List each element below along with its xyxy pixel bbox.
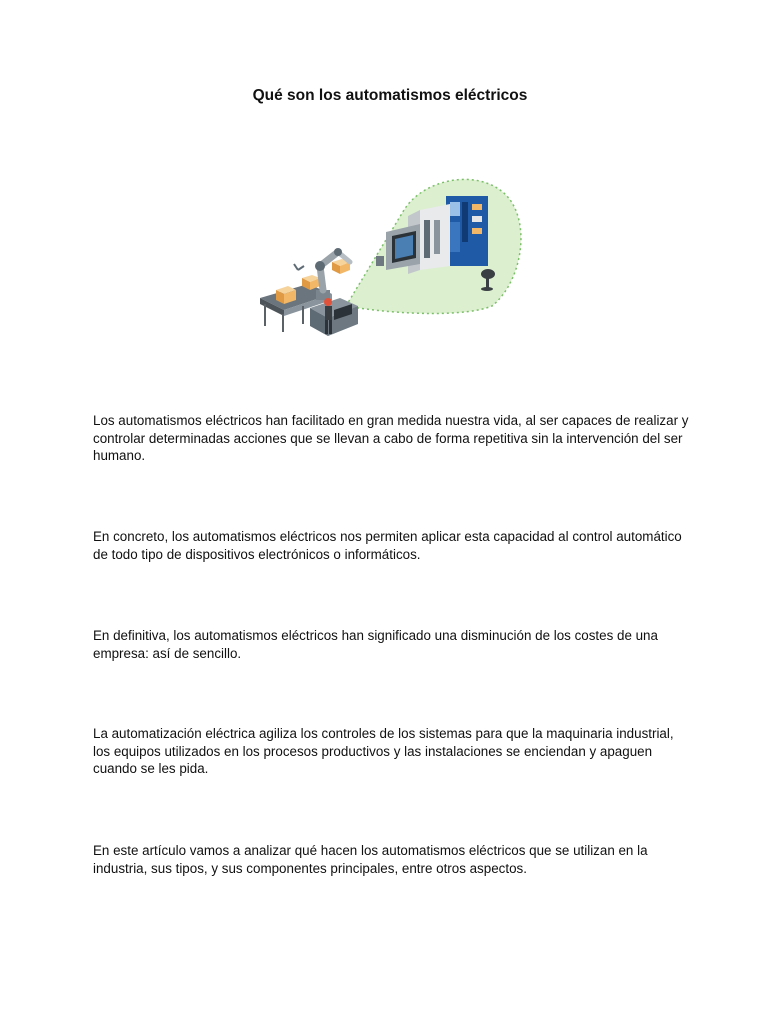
paragraph-definitiva: En definitiva, los automatismos eléctricos han significado una disminución de los costes de una empresa: así de sencillo. — [93, 628, 658, 661]
page-title: Qué son los automatismos eléctricos — [252, 87, 528, 104]
paragraph-intro: Los automatismos eléctricos han facilitado en gran medida nuestra vida, al ser capaces de realizar y controlar determinadas acciones que se llevan a cabo de forma repetitiva sin la intervención del ser humano. — [93, 413, 689, 463]
paragraph-automatizacion: La automatización eléctrica agiliza los controles de los sistemas para que la maquinaria industrial, los equipos utilizados en los procesos productivos y las instalaciones se enciendan y apaguen cuando se les pida. — [93, 726, 674, 776]
industrial-automation-illustration — [254, 170, 524, 350]
paragraph-articulo: En este artículo vamos a analizar qué hacen los automatismos eléctricos que se utilizan en la industria, sus tipos, y sus componentes principales, entre otros aspectos. — [93, 843, 648, 876]
worker-icon — [324, 298, 332, 334]
automation-scene-graphic — [254, 170, 524, 350]
paragraph-concreto: En concreto, los automatismos eléctricos nos permiten aplicar esta capacidad al control automático de todo tipo de dispositivos electrónicos o informáticos. — [93, 529, 682, 562]
control-cabinet-icon — [446, 196, 488, 266]
